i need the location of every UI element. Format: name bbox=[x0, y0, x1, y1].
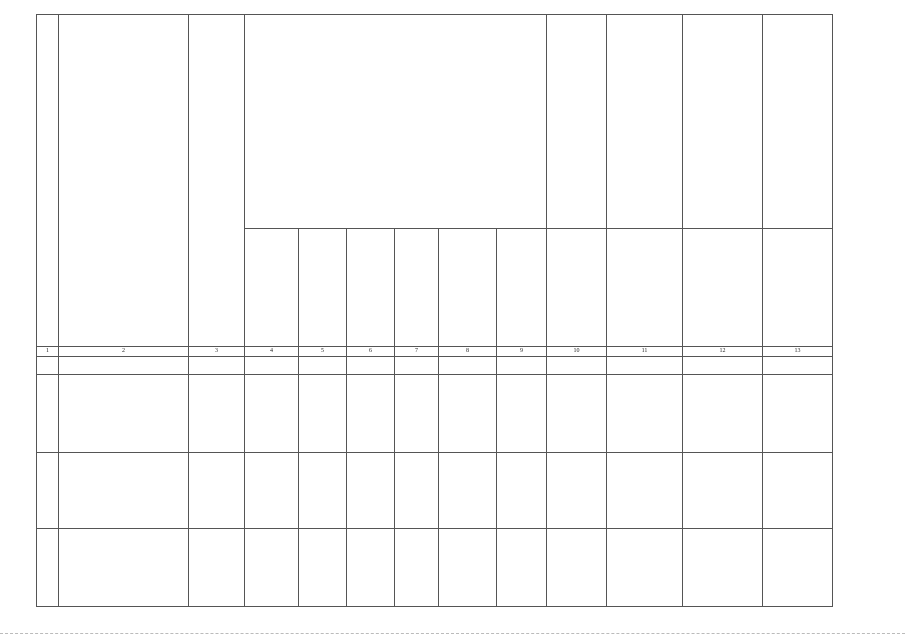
amount-cell bbox=[763, 375, 833, 453]
amount-cell bbox=[607, 375, 683, 453]
subcolumn-header bbox=[347, 229, 395, 347]
amount-cell bbox=[395, 375, 439, 453]
subcolumn-header bbox=[299, 229, 347, 347]
amount-cell bbox=[299, 375, 347, 453]
amount-cell bbox=[683, 453, 763, 529]
amount-cell bbox=[547, 529, 607, 607]
amount-cell bbox=[497, 357, 547, 375]
amount-cell bbox=[547, 453, 607, 529]
amount-cell bbox=[547, 375, 607, 453]
table-row bbox=[37, 357, 833, 375]
amount-cell bbox=[439, 375, 497, 453]
row-number bbox=[37, 357, 59, 375]
table-row bbox=[37, 453, 833, 529]
subcolumn-header bbox=[683, 229, 763, 347]
amount-cell bbox=[763, 357, 833, 375]
subcolumn-header bbox=[607, 229, 683, 347]
amount-cell bbox=[763, 529, 833, 607]
amount-cell bbox=[439, 529, 497, 607]
amount-cell bbox=[395, 357, 439, 375]
amount-cell bbox=[547, 357, 607, 375]
amount-cell bbox=[245, 453, 299, 529]
blank-header-cell bbox=[189, 15, 245, 347]
subcolumn-header bbox=[497, 229, 547, 347]
amount-cell bbox=[763, 453, 833, 529]
column-group-cell bbox=[683, 15, 763, 229]
amount-cell bbox=[683, 357, 763, 375]
column-group-cell bbox=[547, 15, 607, 229]
column-number: 7 bbox=[395, 347, 439, 357]
column-number: 8 bbox=[439, 347, 497, 357]
amount-cell bbox=[439, 357, 497, 375]
column-group-cell bbox=[763, 15, 833, 229]
subcolumn-header bbox=[439, 229, 497, 347]
budget-table-page bbox=[36, 14, 833, 607]
row-number bbox=[37, 375, 59, 453]
subcolumn-header bbox=[395, 229, 439, 347]
column-number: 10 bbox=[547, 347, 607, 357]
amount-cell bbox=[299, 357, 347, 375]
row-name bbox=[59, 357, 189, 375]
amount-cell bbox=[347, 453, 395, 529]
row-number bbox=[37, 453, 59, 529]
amount-cell bbox=[299, 453, 347, 529]
amount-cell bbox=[497, 453, 547, 529]
amount-cell bbox=[189, 529, 245, 607]
column-number: 2 bbox=[59, 347, 189, 357]
subcolumn-header bbox=[547, 229, 607, 347]
column-number-row bbox=[37, 347, 833, 357]
column-number: 1 bbox=[37, 347, 59, 357]
amount-cell bbox=[245, 357, 299, 375]
amount-cell bbox=[683, 375, 763, 453]
subcolumn-header bbox=[245, 229, 299, 347]
amount-cell bbox=[189, 357, 245, 375]
amount-cell bbox=[395, 453, 439, 529]
row-name bbox=[59, 453, 189, 529]
column-number: 5 bbox=[299, 347, 347, 357]
row-number bbox=[37, 529, 59, 607]
header-row-groups bbox=[37, 15, 833, 229]
blank-header-cell bbox=[37, 15, 59, 347]
table-row bbox=[37, 529, 833, 607]
amount-cell bbox=[245, 529, 299, 607]
row-name bbox=[59, 529, 189, 607]
amount-cell bbox=[607, 453, 683, 529]
amount-cell bbox=[189, 375, 245, 453]
column-number: 4 bbox=[245, 347, 299, 357]
column-number: 11 bbox=[607, 347, 683, 357]
amount-cell bbox=[347, 529, 395, 607]
amount-cell bbox=[607, 357, 683, 375]
amount-cell bbox=[299, 529, 347, 607]
subsidy-table bbox=[36, 14, 833, 607]
amount-cell bbox=[439, 453, 497, 529]
table-row bbox=[37, 375, 833, 453]
amount-cell bbox=[189, 453, 245, 529]
column-number: 13 bbox=[763, 347, 833, 357]
amount-cell bbox=[607, 529, 683, 607]
group-title-cell bbox=[245, 15, 547, 229]
amount-cell bbox=[347, 357, 395, 375]
row-name bbox=[59, 375, 189, 453]
page-bottom-rule bbox=[0, 633, 905, 634]
column-number: 3 bbox=[189, 347, 245, 357]
column-number: 6 bbox=[347, 347, 395, 357]
column-group-cell bbox=[607, 15, 683, 229]
amount-cell bbox=[395, 529, 439, 607]
amount-cell bbox=[497, 375, 547, 453]
amount-cell bbox=[347, 375, 395, 453]
blank-header-cell bbox=[59, 15, 189, 347]
amount-cell bbox=[245, 375, 299, 453]
column-number: 12 bbox=[683, 347, 763, 357]
column-number: 9 bbox=[497, 347, 547, 357]
amount-cell bbox=[497, 529, 547, 607]
amount-cell bbox=[683, 529, 763, 607]
subcolumn-header bbox=[763, 229, 833, 347]
